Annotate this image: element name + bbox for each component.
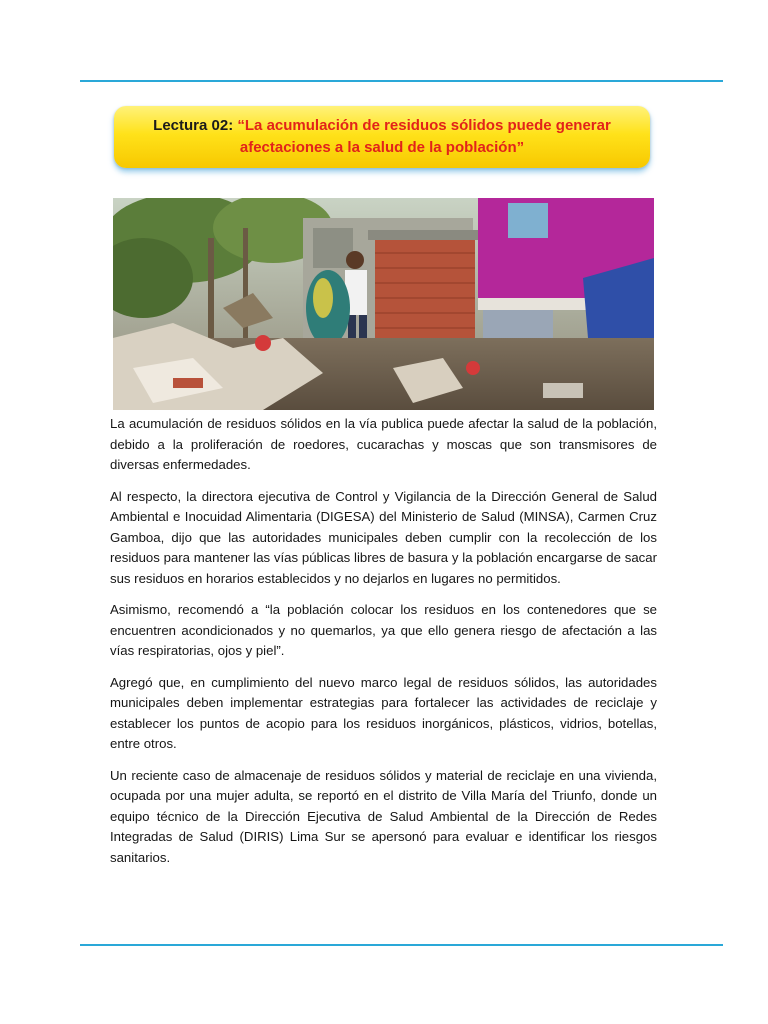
reading-number: Lectura 02: <box>153 117 234 134</box>
title-line-1 <box>114 115 650 137</box>
reading-title-banner <box>114 106 650 168</box>
top-divider <box>80 80 723 82</box>
reading-title-part-1: “La acumulación de residuos sólidos puede generar <box>237 117 611 134</box>
reading-title-part-2: afectaciones a la salud de la población” <box>239 139 525 156</box>
garbage-photo <box>113 198 654 410</box>
bottom-divider <box>80 944 723 946</box>
paragraph-5: Un reciente caso de almacenaje de residuos sólidos y material de reciclaje en una vivienda, ocupada por una mujer adulta, se reportó en el distrito de Villa María del Triunfo, donde un equipo técnico de la Dirección Ejecutiva de Salud Ambiental de la Dirección de Redes Integradas de Salud (DIRIS) Lima Sur se apersonó para evaluar e identificar los riesgos sanitarios. <box>110 767 657 865</box>
paragraph-1: La acumulación de residuos sólidos en la vía publica puede afectar la salud de la población, debido a la proliferación de roedores, cucarachas y moscas que son transmisores de diversas enfermedades. <box>110 416 657 472</box>
paragraph-2: Al respecto, la directora ejecutiva de Control y Vigilancia de la Dirección General de Salud Ambiental e Inocuidad Alimentaria (DIGESA) del Ministerio de Salud (MINSA), Carmen Cruz Gamboa, dijo que las autoridades municipales deben cumplir con la recolección de los residuos para mantener las vías públicas libres de basura y la población encargarse de sacar sus residuos en horarios establecidos y no dejarlos en lugares no permitidos. <box>110 488 657 586</box>
paragraph-4: Agregó que, en cumplimiento del nuevo marco legal de residuos sólidos, las autoridades municipales deben implementar estrategias para fortalecer las actividades de reciclaje y establecer los puntos de acopio para los residuos inorgánicos, plásticos, vidrios, botellas, entre otros. <box>110 674 657 751</box>
article-body <box>110 414 657 879</box>
paragraph-3: Asimismo, recomendó a “la población colocar los residuos en los contenedores que se encuentren acondicionados y no quemarlos, ya que ello genera riesgo de afectación a las vías respiratorias, ojos y piel”. <box>110 602 657 658</box>
photo-garbage-accumulation-icon <box>113 198 654 410</box>
